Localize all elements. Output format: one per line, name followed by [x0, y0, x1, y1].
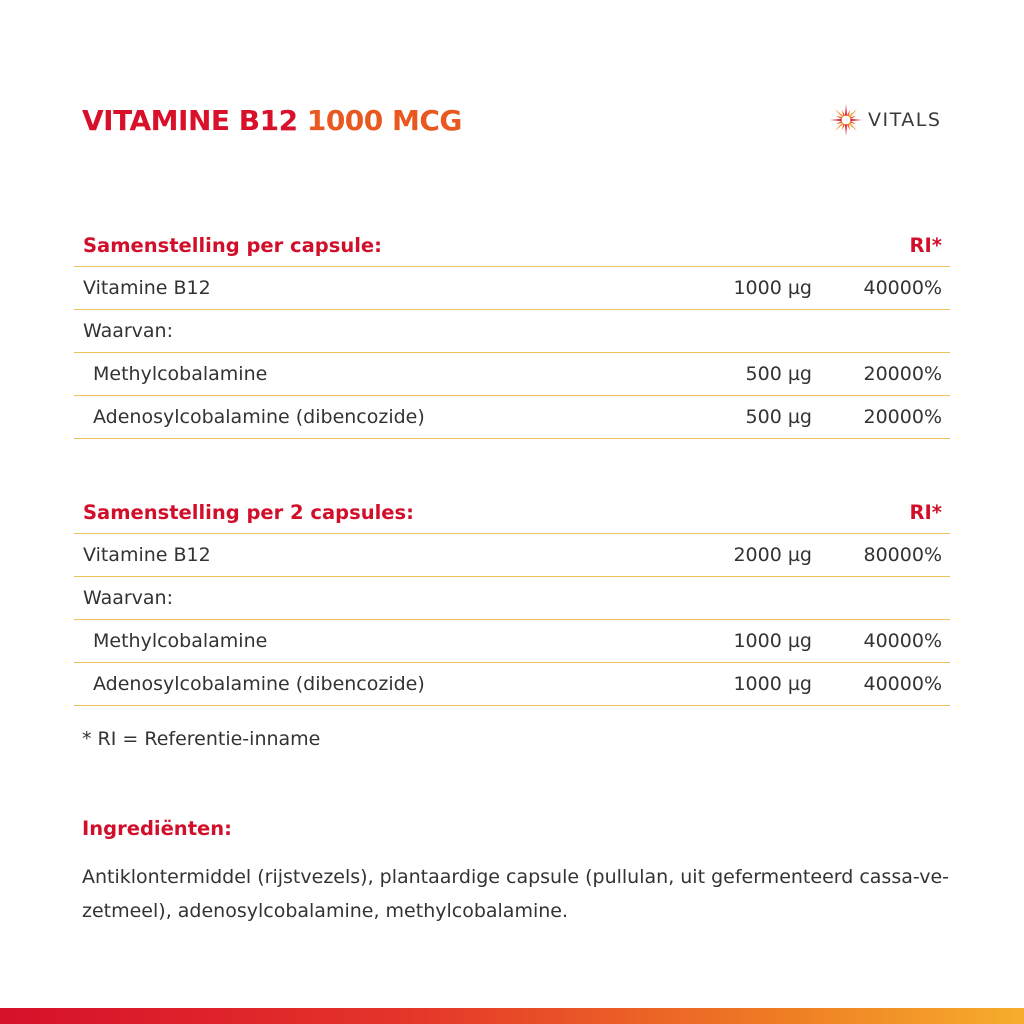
starburst-icon: [828, 102, 864, 138]
table-row: [74, 663, 950, 706]
ingredients-heading: Ingrediënten:: [82, 817, 232, 840]
logo-ray: [845, 104, 847, 116]
ingredients-text: Antiklontermiddel (rijstvezels), plantaardige capsule (pullulan, uit gefermenteerd cassa-ve-zetmeel), adenosylcobalamine, methylcobalamine.: [82, 866, 949, 922]
nutrient-name: Adenosylcobalamine (dibencozide): [93, 673, 425, 695]
vitals-logo: [828, 102, 941, 138]
nutrient-amount: 500 µg: [745, 406, 812, 428]
nutrient-ri: 40000%: [863, 277, 942, 299]
composition-per-capsule: [74, 225, 950, 439]
nutrient-ri: 20000%: [863, 406, 942, 428]
ri-heading: RI*: [909, 234, 942, 257]
product-title: [82, 104, 462, 138]
logo-ray: [835, 122, 844, 131]
logo-ray: [830, 119, 842, 121]
title-part-2: 1000 MCG: [306, 104, 462, 137]
composition-heading: Samenstelling per 2 capsules:: [83, 501, 414, 524]
nutrient-ri: 40000%: [863, 630, 942, 652]
nutrient-ri: 20000%: [863, 363, 942, 385]
table-row: [74, 620, 950, 663]
table-row: [74, 310, 950, 353]
nutrient-amount: 500 µg: [745, 363, 812, 385]
table-row: [74, 534, 950, 577]
logo-center: [843, 117, 849, 123]
composition-heading: Samenstelling per capsule:: [83, 234, 382, 257]
logo-ray: [850, 119, 862, 121]
ri-heading: RI*: [909, 501, 942, 524]
table-row: [74, 396, 950, 439]
logo-ray: [835, 109, 844, 118]
composition-header: [74, 492, 950, 534]
nutrient-amount: 1000 µg: [733, 277, 812, 299]
nutrient-name: Vitamine B12: [83, 277, 211, 299]
composition-per-2-capsules: [74, 492, 950, 706]
nutrient-name: Waarvan:: [83, 320, 173, 342]
nutrient-amount: 1000 µg: [733, 630, 812, 652]
table-row: [74, 353, 950, 396]
nutrient-ri: 80000%: [863, 544, 942, 566]
table-row: [74, 267, 950, 310]
logo-text: VITALS: [868, 109, 942, 131]
gradient-footer-bar: [0, 1008, 1024, 1024]
logo-ray: [845, 124, 847, 136]
nutrient-amount: 1000 µg: [733, 673, 812, 695]
table-row: [74, 577, 950, 620]
nutrient-name: Methylcobalamine: [93, 630, 268, 652]
nutrient-amount: 2000 µg: [733, 544, 812, 566]
nutrient-name: Adenosylcobalamine (dibencozide): [93, 406, 425, 428]
composition-header: [74, 225, 950, 267]
logo-ray: [848, 122, 857, 131]
ri-footnote: * RI = Referentie-inname: [82, 728, 321, 750]
nutrient-name: Methylcobalamine: [93, 363, 268, 385]
nutrient-ri: 40000%: [863, 673, 942, 695]
logo-ray: [848, 109, 857, 118]
title-part-1: VITAMINE B12: [82, 104, 298, 137]
nutrient-name: Vitamine B12: [83, 544, 211, 566]
nutrient-name: Waarvan:: [83, 587, 173, 609]
